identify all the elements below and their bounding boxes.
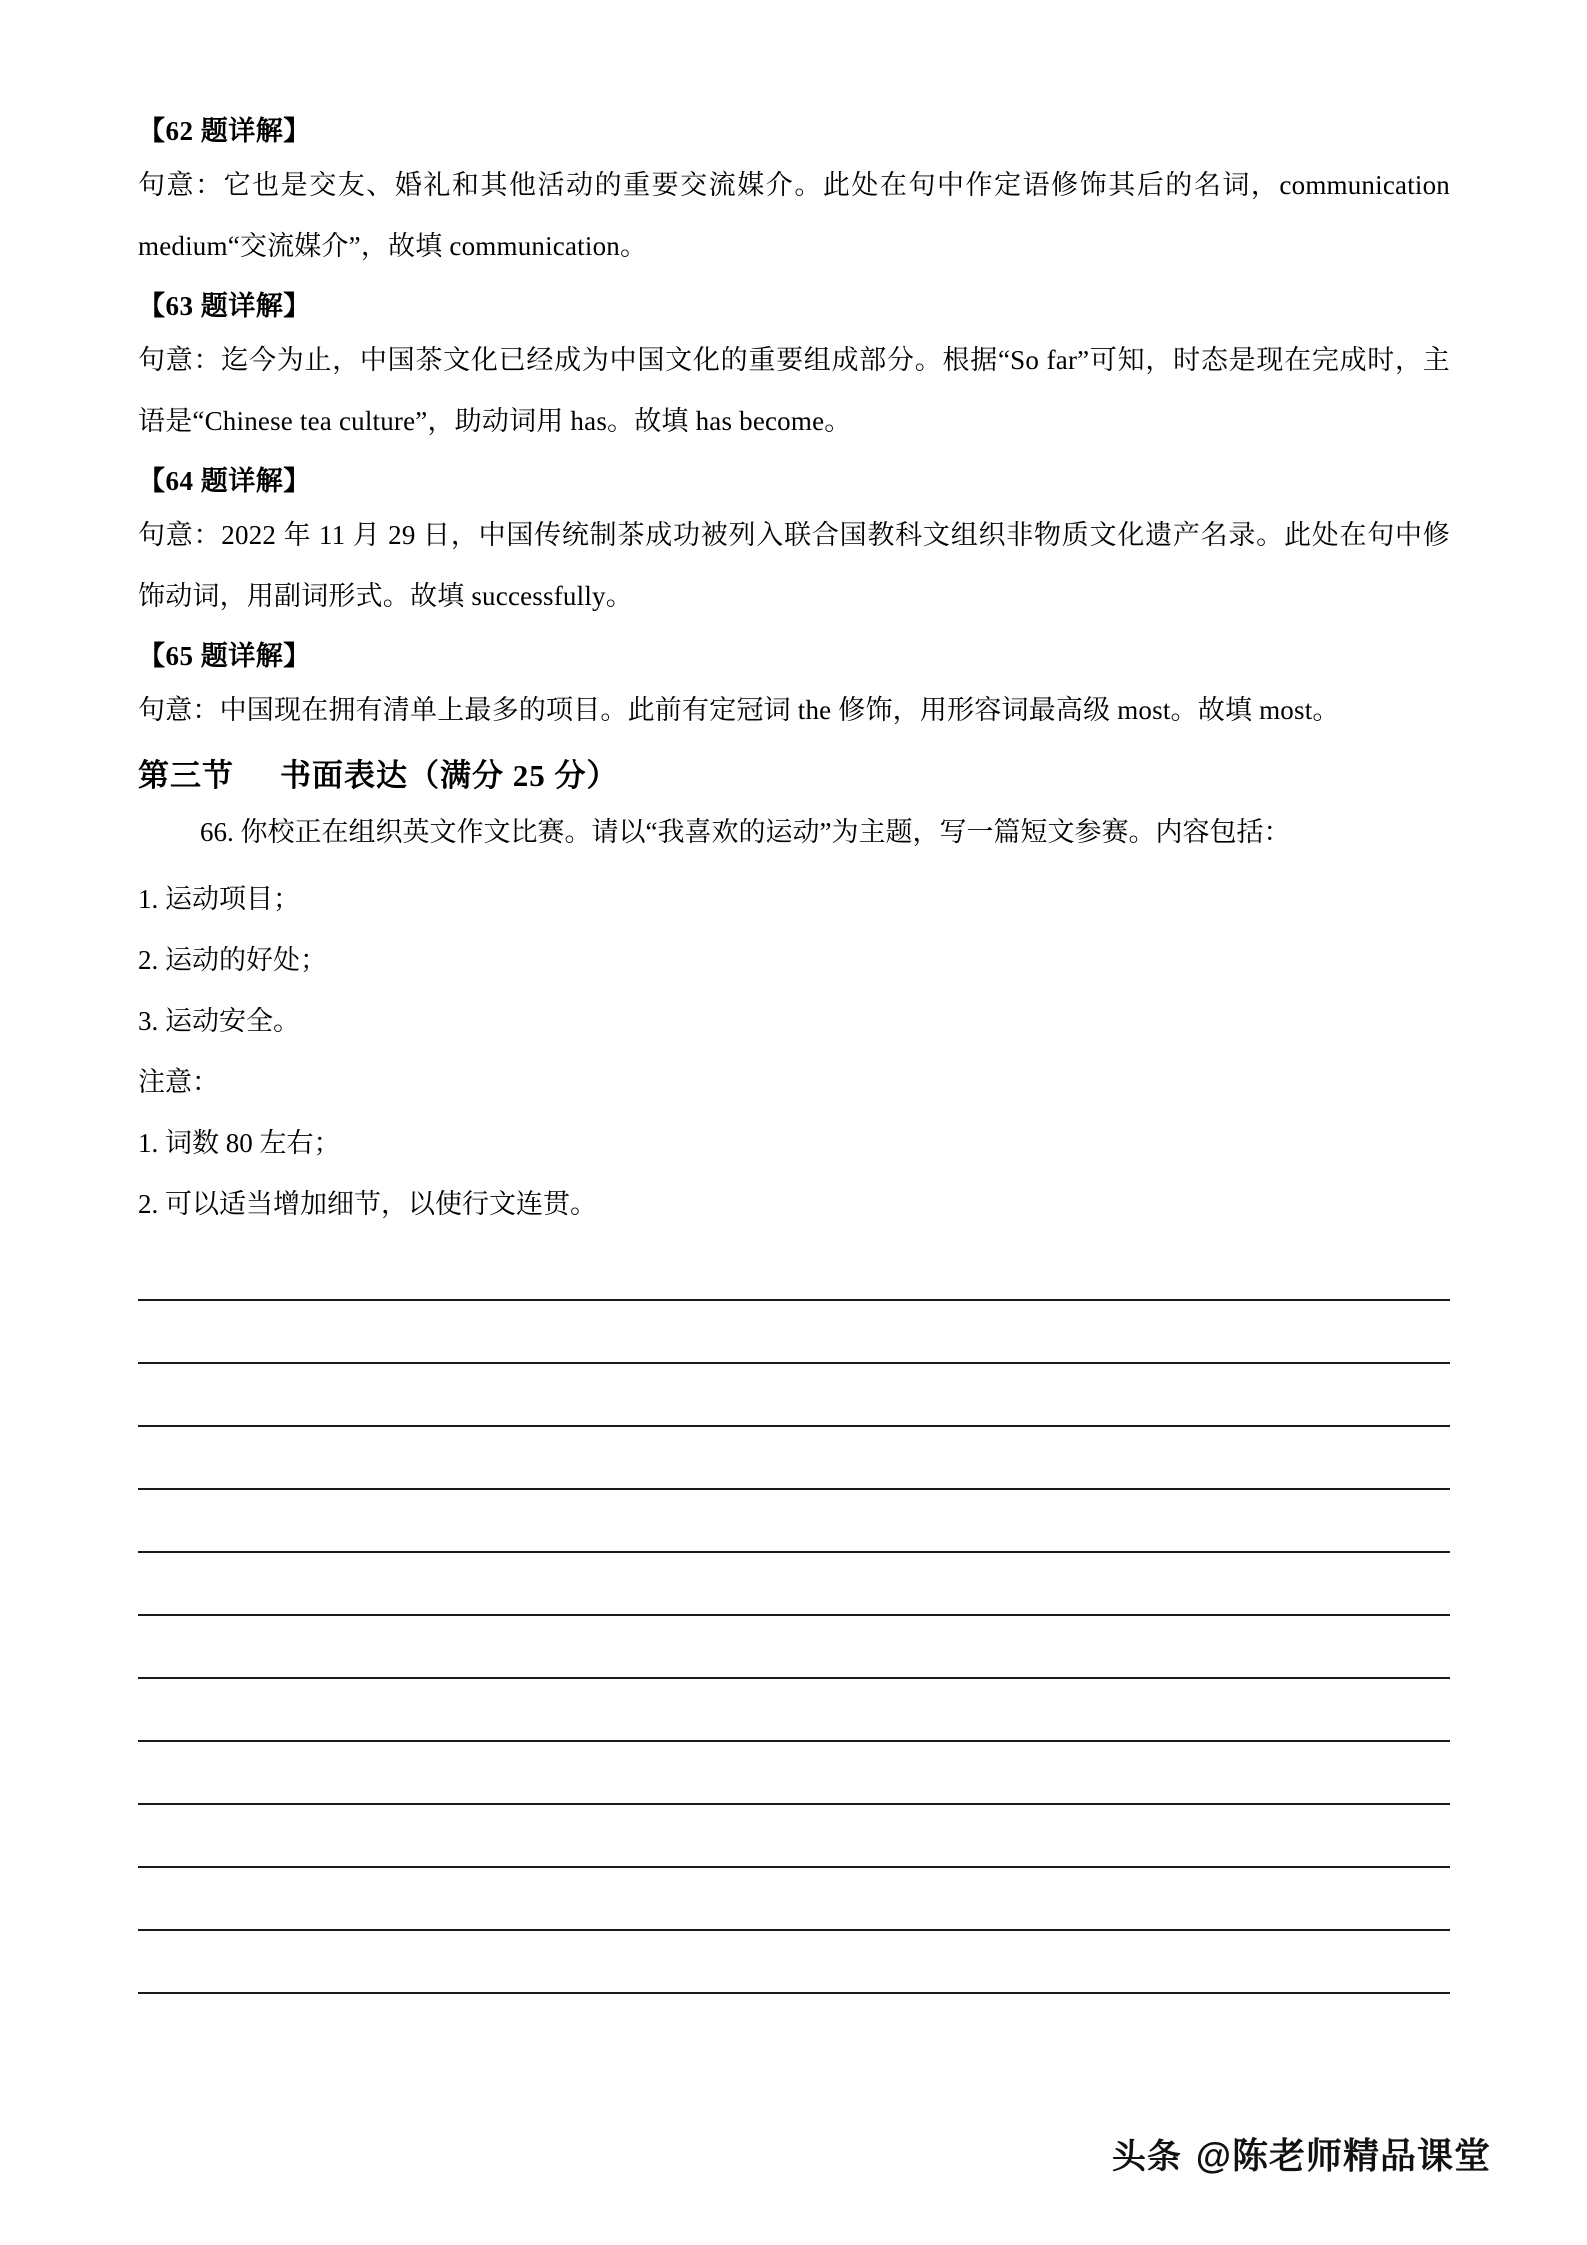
section-heading <box>138 757 1450 796</box>
answer-line[interactable] <box>138 1679 1450 1742</box>
answer-line[interactable] <box>138 1868 1450 1931</box>
answer-lines-area[interactable] <box>138 1299 1450 1994</box>
writing-content-item-1: 1. 运动项目； <box>138 883 300 914</box>
writing-task-prompt: 66. 你校正在组织英文作文比赛。请以“我喜欢的运动”为主题，写一篇短文参赛。内容包括： <box>200 816 1291 847</box>
explanation-heading-64: 【64 题详解】 <box>138 466 311 496</box>
explanation-block-64 <box>138 468 1450 627</box>
explanation-body-64: 句意：2022 年 11 月 29 日，中国传统制茶成功被列入联合国教科文组织非物质文化遗产名录。此处在句中修饰动词，用副词形式。故填 successfully。 <box>138 520 1450 611</box>
explanation-heading-63: 【63 题详解】 <box>138 291 311 321</box>
answer-line[interactable] <box>138 1616 1450 1679</box>
watermark <box>1112 2128 1491 2179</box>
explanation-block-65 <box>138 643 1450 741</box>
section-title-text: 书面表达（满分 25 分） <box>280 758 619 793</box>
watermark-account-label: @陈老师精品课堂 <box>1195 2135 1491 2176</box>
writing-notes-label: 注意： <box>138 1066 219 1097</box>
answer-line[interactable] <box>138 1805 1450 1868</box>
watermark-brand-label: 头条 <box>1111 2138 1182 2176</box>
explanation-body-63: 句意：迄今为止，中国茶文化已经成为中国文化的重要组成部分。根据“So far”可知，时态是现在完成时，主语是“Chinese tea culture”，助动词用 has。故填 has become。 <box>138 345 1450 436</box>
writing-note-1: 1. 词数 80 左右； <box>138 1127 341 1158</box>
explanation-heading-62: 【62 题详解】 <box>138 116 311 146</box>
explanation-block-62 <box>138 118 1450 277</box>
writing-content-item-2: 2. 运动的好处； <box>138 944 327 975</box>
answer-line[interactable] <box>138 1427 1450 1490</box>
explanation-body-65: 句意：中国现在拥有清单上最多的项目。此前有定冠词 the 修饰，用形容词最高级 most。故填 most。 <box>138 695 1340 725</box>
section-number: 第三节 <box>138 758 234 793</box>
page-content <box>138 118 1450 1994</box>
answer-line[interactable] <box>138 1364 1450 1427</box>
writing-note-2: 2. 可以适当增加细节，以使行文连贯。 <box>138 1188 597 1219</box>
answer-line[interactable] <box>138 1742 1450 1805</box>
answer-line[interactable] <box>138 1931 1450 1994</box>
explanation-heading-65: 【65 题详解】 <box>138 641 311 671</box>
answer-line[interactable] <box>138 1490 1450 1553</box>
writing-content-item-3: 3. 运动安全。 <box>138 1005 300 1036</box>
explanation-block-63 <box>138 293 1450 452</box>
answer-line[interactable] <box>138 1299 1450 1364</box>
answer-line[interactable] <box>138 1553 1450 1616</box>
explanation-body-62: 句意：它也是交友、婚礼和其他活动的重要交流媒介。此处在句中作定语修饰其后的名词，communication medium“交流媒介”，故填 communication。 <box>138 170 1450 261</box>
